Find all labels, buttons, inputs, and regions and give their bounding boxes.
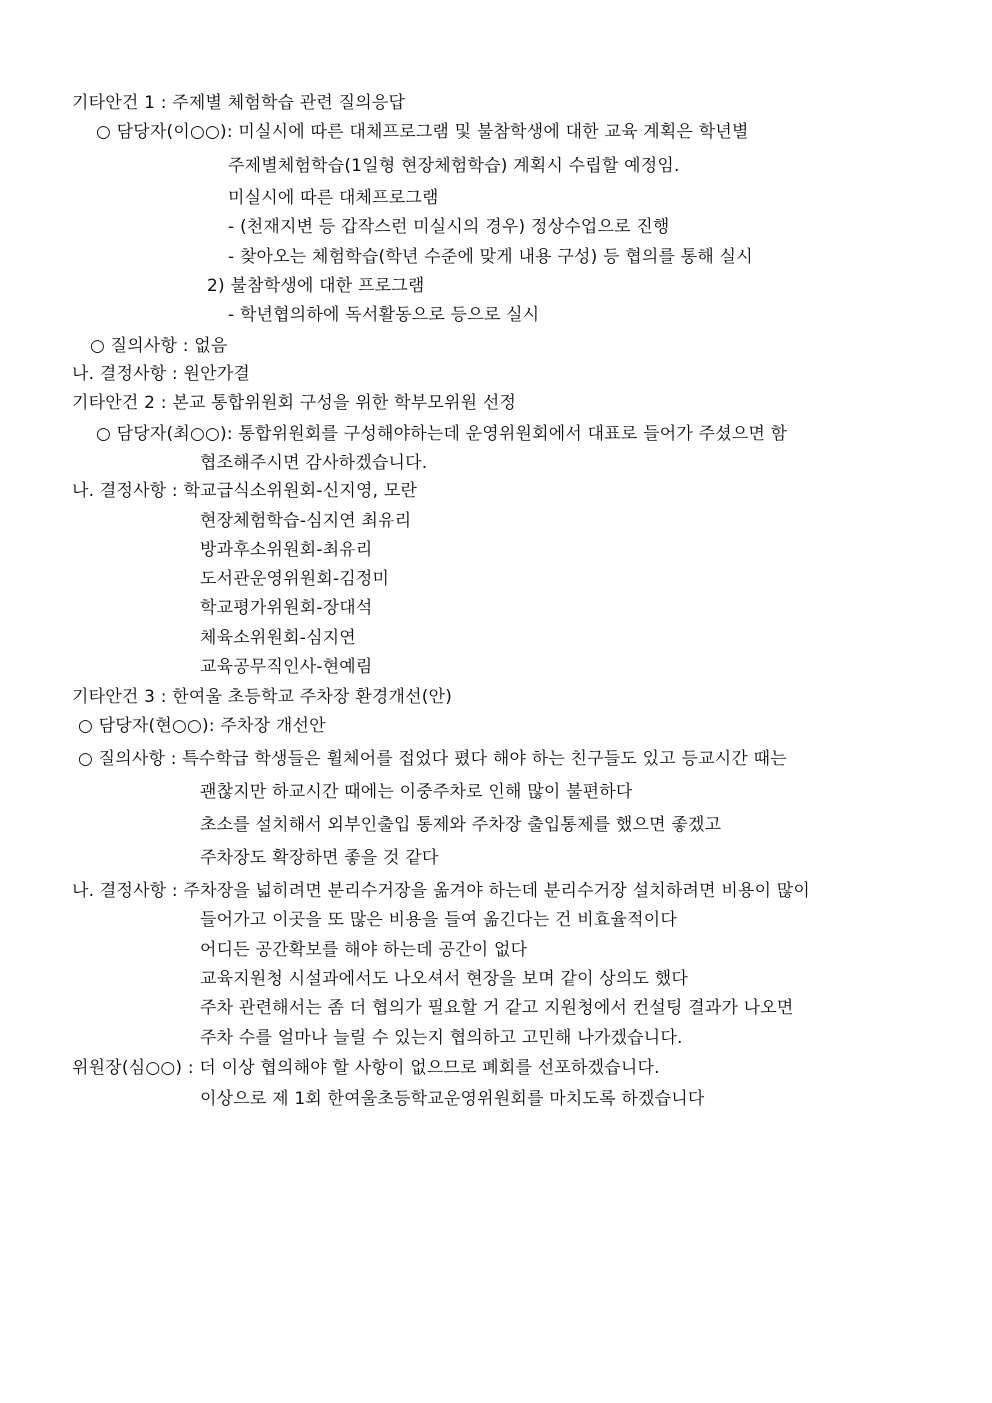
agenda-2-decision-item-5: 체육소위원회-심지연 [200, 628, 356, 648]
agenda-3-decision: 나. 결정사항 : 주차장을 넓히려면 분리수거장을 옮겨야 하는데 분리수거장 설치하려면 비용이 많이 [72, 881, 811, 901]
agenda-3-questions-line-2: 괜찮지만 하교시간 때에는 이중주차로 인해 많이 불편하다 [200, 782, 633, 802]
agenda-1-title: 기타안건 1 : 주제별 체험학습 관련 질의응답 [72, 93, 406, 113]
agenda-3-questions-line-4: 주차장도 확장하면 좋을 것 같다 [200, 848, 439, 868]
agenda-3-questions-line-3: 초소를 설치해서 외부인출입 통제와 주차장 출입통제를 했으면 좋겠고 [200, 815, 722, 835]
agenda-2-statement-continued: 협조해주시면 감사하겠습니다. [200, 453, 428, 473]
agenda-2-manager-statement: ○ 담당자(최○○): 통합위원회를 구성해야하는데 운영위원회에서 대표로 들어가 주셨으면 함 [96, 424, 788, 444]
agenda-3-questions: ○ 질의사항 : 특수학급 학생들은 휠체어를 접었다 폈다 해야 하는 친구들도 있고 등교시간 때는 [78, 749, 787, 769]
agenda-3-decision-line-3: 어디든 공간확보를 해야 하는데 공간이 없다 [200, 940, 528, 960]
agenda-2-decision-item-6: 교육공무직인사-현예림 [200, 657, 373, 677]
agenda-1-alt-program: 미실시에 따른 대체프로그램 [228, 188, 439, 208]
agenda-3-manager-statement: ○ 담당자(현○○): 주차장 개선안 [78, 716, 326, 736]
agenda-3-decision-line-5: 주차 관련해서는 좀 더 협의가 필요할 거 같고 지원청에서 컨설팅 결과가 나오면 [200, 998, 794, 1018]
agenda-1-questions: ○ 질의사항 : 없음 [90, 336, 228, 356]
agenda-1-alt-program-item-2: - 찾아오는 체험학습(학년 수준에 맞게 내용 구성) 등 협의를 통해 실시 [228, 247, 753, 267]
agenda-1-decision: 나. 결정사항 : 원안가결 [72, 364, 250, 384]
agenda-2-decision-item-4: 학교평가위원회-장대석 [200, 598, 373, 618]
agenda-2-decision-item-3: 도서관운영위원회-김정미 [200, 569, 390, 589]
agenda-3-title: 기타안건 3 : 한여울 초등학교 주차장 환경개선(안) [72, 687, 453, 707]
agenda-1-absent-program: 2) 불참학생에 대한 프로그램 [207, 276, 425, 296]
agenda-2-decision: 나. 결정사항 : 학교급식소위원회-신지영, 모란 [72, 481, 418, 501]
agenda-1-alt-program-item-1: - (천재지변 등 갑작스런 미실시의 경우) 정상수업으로 진행 [228, 217, 670, 237]
agenda-3-decision-line-4: 교육지원청 시설과에서도 나오셔서 현장을 보며 같이 상의도 했다 [200, 969, 689, 989]
agenda-2-title: 기타안건 2 : 본교 통합위원회 구성을 위한 학부모위원 선정 [72, 393, 517, 413]
agenda-2-decision-item-2: 방과후소위원회-최유리 [200, 540, 373, 560]
agenda-1-absent-program-item: - 학년협의하에 독서활동으로 등으로 실시 [228, 305, 540, 325]
chair-closing-statement-line-2: 이상으로 제 1회 한여울초등학교운영위원회를 마치도록 하겠습니다 [200, 1089, 705, 1109]
agenda-3-decision-line-6: 주차 수를 얼마나 늘릴 수 있는지 협의하고 고민해 나가겠습니다. [200, 1028, 683, 1048]
agenda-3-decision-line-2: 들어가고 이곳을 또 많은 비용을 들여 옮긴다는 건 비효율적이다 [200, 910, 678, 930]
agenda-2-decision-item-1: 현장체험학습-심지연 최유리 [200, 511, 412, 531]
agenda-1-answer-continued: 주제별체험학습(1일형 현장체험학습) 계획시 수립할 예정임. [228, 156, 680, 176]
chair-closing-statement: 위원장(심○○) : 더 이상 협의해야 할 사항이 없으므로 폐회를 선포하겠습니다. [72, 1058, 660, 1078]
agenda-1-manager-answer: ○ 담당자(이○○): 미실시에 따른 대체프로그램 및 불참학생에 대한 교육 계획은 학년별 [96, 122, 749, 142]
